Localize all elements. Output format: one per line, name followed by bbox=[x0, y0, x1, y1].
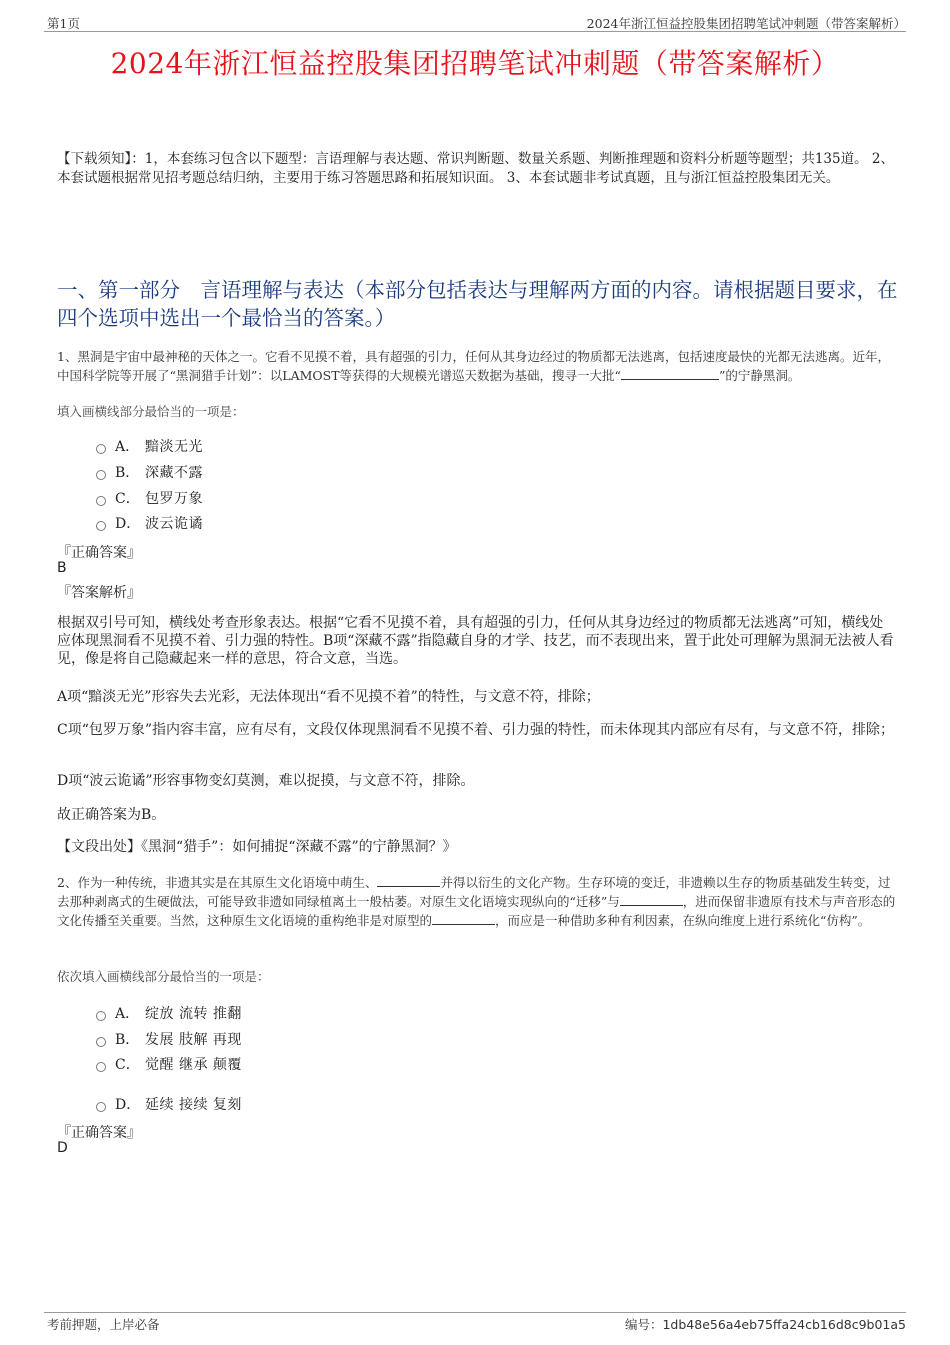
question-2-text bbox=[57, 873, 899, 930]
option-letter: C． bbox=[115, 491, 140, 507]
radio-button-icon[interactable] bbox=[96, 1102, 106, 1112]
document-code bbox=[625, 1315, 906, 1333]
question-2-option-c[interactable] bbox=[96, 1054, 242, 1074]
option-text: 觉醒 继承 颠覆 bbox=[145, 1057, 242, 1073]
footer-slogan: 考前押题，上岸必备 bbox=[47, 1317, 160, 1332]
option-text: 发展 肢解 再现 bbox=[145, 1032, 242, 1048]
question-1-option-d[interactable] bbox=[96, 513, 203, 533]
option-text: 绽放 流转 推翻 bbox=[145, 1006, 242, 1022]
question-2-option-b[interactable] bbox=[96, 1029, 242, 1049]
section-heading: 一、第一部分 言语理解与表达（本部分包括表达与理解两方面的内容。请根据题目要求，在四个选项中选出一个最恰当的答案。） bbox=[57, 278, 898, 330]
option-letter: B． bbox=[115, 1032, 140, 1048]
option-letter: B． bbox=[115, 465, 140, 481]
question-1-option-a[interactable] bbox=[96, 436, 203, 456]
option-text: 包罗万象 bbox=[145, 491, 203, 507]
question-1-option-c[interactable] bbox=[96, 488, 203, 508]
analysis-paragraph: A项“黯淡无光”形容失去光彩，无法体现出“看不见摸不着”的特性，与文意不符，排除； bbox=[57, 689, 600, 705]
option-text: 黯淡无光 bbox=[145, 439, 203, 455]
option-letter: D． bbox=[115, 516, 141, 532]
question-2-blank bbox=[620, 893, 683, 906]
radio-button-icon[interactable] bbox=[96, 1011, 106, 1021]
radio-button-icon[interactable] bbox=[96, 1062, 106, 1072]
analysis-paragraph: 根据双引号可知，横线处考查形象表达。根据“它看不见摸不着，具有超强的引力，任何从其身边经过的物质都无法逃离”可知，横线处应体现黑洞看不见摸不着、引力强的特性。B项“深藏不露”指隐藏自身的才学、技艺，而不表现出来，置于此处可理解为黑洞无法被人看见，像是将自己隐藏起来一样的意思，符合文意，当选。 bbox=[57, 615, 894, 667]
analysis-conclusion: 故正确答案为B。 bbox=[57, 807, 166, 823]
document-code-label: 编号： bbox=[624, 1317, 663, 1332]
question-2-text-part: ，而应是一种借助多种有利因素，在纵向维度上进行系统化“仿构”。 bbox=[495, 913, 871, 928]
option-text: 深藏不露 bbox=[145, 465, 203, 481]
correct-answer-value: D bbox=[57, 1140, 68, 1156]
document-code-value: 1db48e56a4eb75ffa24cb16d8c9b01a5 bbox=[662, 1317, 906, 1332]
question-1-text bbox=[57, 347, 899, 385]
question-2-blank bbox=[432, 912, 495, 925]
question-2-text-part: ，进而保留非遗原有技术与声音形态的文化传播至关重要。当然，这种原生文化语境的重构绝非是对原型的 bbox=[57, 894, 896, 928]
question-2-text-part: 并得以衍生的文化产物。生存环境的变迁，非遗赖以生存的物质基础发生转变，过去那种剥离式的生硬做法，可能导致非遗如同绿植离土一般枯萎。对原生文化语境实现纵向的“迁移”与 bbox=[57, 875, 891, 909]
footer-divider bbox=[44, 1312, 906, 1313]
option-text: 延续 接续 复刻 bbox=[145, 1097, 242, 1113]
radio-button-icon[interactable] bbox=[96, 444, 106, 454]
question-2-blank bbox=[377, 874, 440, 887]
question-2-prompt: 依次填入画横线部分最恰当的一项是： bbox=[57, 969, 270, 984]
document-title: 2024年浙江恒益控股集团招聘笔试冲刺题（带答案解析） bbox=[110, 47, 840, 80]
header-divider bbox=[44, 31, 906, 32]
radio-button-icon[interactable] bbox=[96, 470, 106, 480]
option-letter: A． bbox=[115, 439, 140, 455]
option-letter: A． bbox=[115, 1006, 140, 1022]
question-1-text-before: 1、黑洞是宇宙中最神秘的天体之一。它看不见摸不着，具有超强的引力，任何从其身边经过的物质都无法逃离，包括速度最快的光都无法逃离。近年，中国科学院等开展了“黑洞猎手计划”：以LAMOST等获得的大规模光谱巡天数据为基础，搜寻一大批“ bbox=[57, 349, 890, 383]
radio-button-icon[interactable] bbox=[96, 496, 106, 506]
question-1-prompt: 填入画横线部分最恰当的一项是： bbox=[57, 404, 245, 419]
analysis-label: 『答案解析』 bbox=[57, 585, 141, 601]
question-2-option-d[interactable] bbox=[96, 1094, 242, 1114]
running-title: 2024年浙江恒益控股集团招聘笔试冲刺题（带答案解析） bbox=[586, 16, 906, 31]
correct-answer-label: 『正确答案』 bbox=[57, 1125, 141, 1141]
option-letter: D． bbox=[115, 1097, 141, 1113]
question-1-blank bbox=[621, 367, 719, 380]
correct-answer-label: 『正确答案』 bbox=[57, 545, 141, 561]
question-1-option-b[interactable] bbox=[96, 462, 203, 482]
download-notice: 【下载须知】：1，本套练习包含以下题型：言语理解与表达题、常识判断题、数量关系题、判断推理题和资料分析题等题型；共135道。 2、本套试题根据常见招考题总结归纳，主要用于练习答题思路和拓展知识面。 3、本套试题非考试真题，且与浙江恒益控股集团无关。 bbox=[57, 151, 894, 186]
option-text: 波云诡谲 bbox=[145, 516, 203, 532]
page-number: 第1页 bbox=[47, 16, 80, 31]
option-letter: C． bbox=[115, 1057, 140, 1073]
question-2-text-part: 2、作为一种传统，非遗其实是在其原生文化语境中萌生、 bbox=[57, 875, 378, 890]
question-2-option-a[interactable] bbox=[96, 1003, 242, 1023]
radio-button-icon[interactable] bbox=[96, 1037, 106, 1047]
correct-answer-value: B bbox=[57, 560, 67, 576]
question-1-text-after: ”的宁静黑洞。 bbox=[718, 368, 801, 383]
analysis-paragraph: D项“波云诡谲”形容事物变幻莫测，难以捉摸，与文意不符，排除。 bbox=[57, 773, 475, 789]
radio-button-icon[interactable] bbox=[96, 521, 106, 531]
source-citation: 【文段出处】《黑洞“猎手”：如何捕捉“深藏不露”的宁静黑洞？》 bbox=[57, 839, 457, 855]
analysis-paragraph: C项“包罗万象”指内容丰富，应有尽有，文段仅体现黑洞看不见摸不着、引力强的特性，而未体现其内部应有尽有，与文意不符，排除； bbox=[57, 722, 895, 738]
